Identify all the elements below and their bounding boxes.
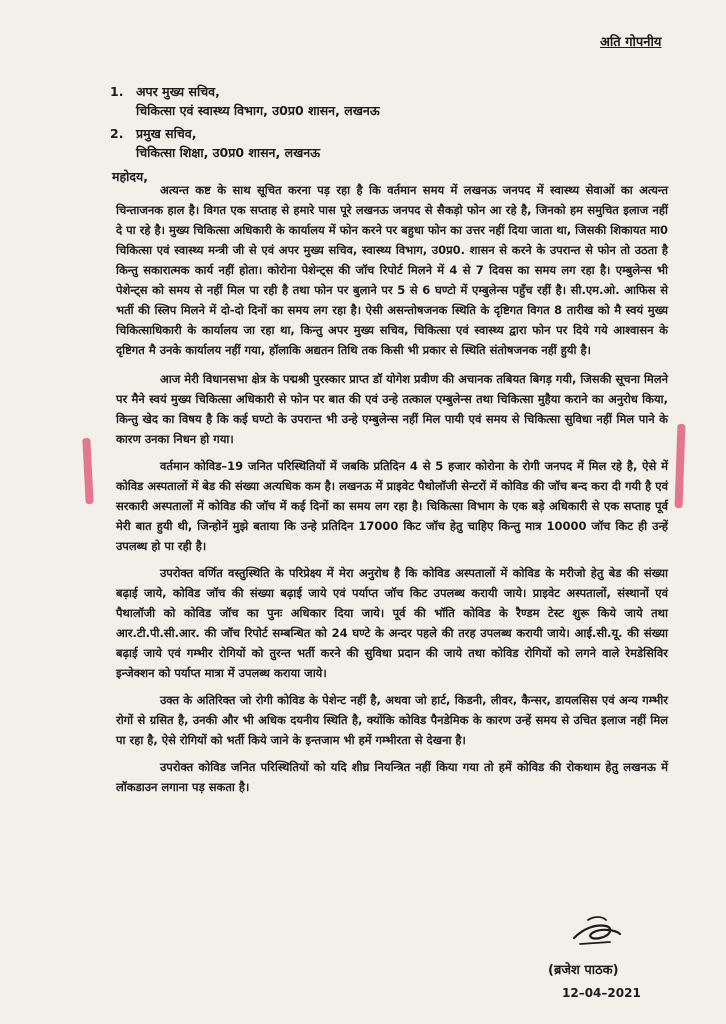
recipient-number: 2.	[110, 126, 124, 141]
recipient-office: चिकित्सा एवं स्वास्थ्य विभाग, उ0प्र0 शासन, लखनऊ	[136, 103, 380, 118]
recipient-title: प्रमुख सचिव,	[136, 126, 197, 141]
recipient-item	[110, 82, 630, 120]
signature-icon	[566, 908, 626, 954]
letter-body	[116, 180, 668, 804]
salutation: महोदय,	[112, 169, 148, 184]
paragraph-non-covid: उक्त के अतिरिक्त जो रोगी कोविड के पेशेन्ट नहीं है, अथवा जो हार्ट, किडनी, लीवर, कैन्सर, डायलसिस एवं अन्य गम्भीर रोगों से ग्रसित है, उनकी और भी अधिक दयनीय स्थिति है, क्योंकि कोविड पैनडेमिक के कारण उन्हें समय से उचित इलाज नहीं मिल पा रहा है, ऐसे रोगियों को भर्ती किये जाने के इन्तजाम भी हमें गम्भीरता से देखना है।	[116, 693, 668, 747]
paragraph-requests: उपरोक्त वर्णित वस्तुस्थिति के परिप्रेक्ष्य में मेरा अनुरोध है कि कोविड अस्पतालों में कोविड के मरीजो हेतु बेड की संख्या बढ़ाई जाये, कोविड जॉच की संख्या बढ़ाई जाये एवं पर्याप्त जॉच किट उपलब्ध करायी जाये। प्राइवेट अस्पतालों, संस्थानों एवं पैथालॉजी को कोविड जॉच का पुनः अधिकार दिया जाये। पूर्व की भॉति कोविड के रैण्डम टेस्ट शुरू किये जाये तथा आर.टी.पी.सी.आर. की जॉच रिपोर्ट सम्बन्धित को 24 घण्टे के अन्दर पहले की तरह उपलब्ध करायी जाये। आई.सी.यू. की संख्या बढ़ाई जाये एवं गम्भीर रोगियों को तुरन्त भर्ती करने की सुविधा प्रदान की जाये तथा कोविड रोगियों को लगने वाले रेमडेसिविर इन्जेक्शन को पर्याप्त मात्रा में उपलब्ध कराया जाये।	[116, 566, 668, 680]
classification-label: अति गोपनीय	[600, 35, 662, 50]
paragraph-situation: अत्यन्त कष्ट के साथ सूचित करना पड़ रहा है कि वर्तमान समय में लखनऊ जनपद में स्वास्थ्य सेवाओं का अत्यन्त चिन्ताजनक हाल है। विगत एक सप्ताह से हमारे पास पूरे लखनऊ जनपद से सैकड़ो फोन आ रहे है, जिनको हम समुचित इलाज नहीं दे पा रहे है। मुख्य चिकित्सा अधिकारी के कार्यालय में फोन करने पर बहुधा फोन का उत्तर नहीं दिया जाता था, जिसकी शिकायत मा0 चिकित्सा एवं स्वास्थ्य मन्त्री जी से एवं अपर मुख्य सचिव, स्वास्थ्य विभाग, उ0प्र0. शासन से करने के उपरान्त से फोन तो उठता है किन्तु सकारात्मक कार्य नहीं होता। कोरोना पेशेन्ट्स की जॉच रिपोर्ट मिलने में 4 से 7 दिवस का समय लग रहा है। एम्बुलेन्स भी पेशेन्ट्स को समय से नहीं मिल पा रही है तथा फोन पर बुलाने पर 5 से 6 घण्टो में एम्बुलेन्स पहुँच रहीं है। सी.एम.ओ. आफिस से भर्ती की स्लिप मिलने में दो-दो दिनों का समय लग रहा है। ऐसी असन्तोषजनक स्थिति के दृष्टिगत विगत 8 तारीख को मै स्वयं मुख्य चिकित्साधिकारी के कार्यालय जा रहा था, किन्तु अपर मुख्य सचिव, चिकित्सा एवं स्वास्थ्य द्वारा फोन पर दिये गये आश्वासन के दृष्टिगत मै उनके कार्यालय नहीं गया, हॉलाकि अद्यतन तिथि तक किसी भी प्रकार से स्थिति संतोषजनक नहीं हुयी है।	[116, 183, 668, 357]
signer-name: (ब्रजेश पाठक)	[548, 963, 619, 978]
paragraph-incident: आज मेरी विधानसभा क्षेत्र के पद्मश्री पुरस्कार प्राप्त डॉ योगेश प्रवीण की अचानक तबियत बिगड़ गयी, जिसकी सूचना मिलने पर मैने स्वयं मुख्य चिकित्सा अधिकारी से फोन पर बात की एवं उन्हे तत्काल एम्बुलेन्स तथा चिकित्सा मुहैया कराने का अनुरोध किया, किन्तु खेद का विषय है कि कई घण्टो के उपरान्त भी उन्हे एम्बुलेन्स नहीं मिल पायी एवं समय से चिकित्सा सुविधा नहीं मिल पाने के कारण उनका निधन हो गया।	[116, 372, 668, 446]
paragraph-lockdown: उपरोक्त कोविड जनित परिस्थितियों को यदि शीघ्र नियन्त्रित नहीं किया गया तो हमें कोविड की रोकथाम हेतु लखनऊ में लॉकडाउन लगाना पड़ सकता है।	[116, 760, 668, 794]
recipient-number: 1.	[110, 84, 124, 99]
highlight-mark-left	[82, 438, 93, 504]
recipient-office: चिकित्सा शिक्षा, उ0प्र0 शासन, लखनऊ	[136, 145, 321, 160]
recipient-list	[110, 82, 630, 166]
letter-date: 12–04–2021	[562, 986, 641, 1000]
recipient-item	[110, 124, 630, 162]
highlight-mark-right	[675, 424, 686, 508]
recipient-title: अपर मुख्य सचिव,	[136, 84, 220, 99]
paragraph-testing: वर्तमान कोविड–19 जनित परिस्थितियों में जबकि प्रतिदिन 4 से 5 हजार कोरोना के रोगी जनपद में मिल रहे है, ऐसे में कोविड अस्पतालों में बेड की संख्या अत्यधिक कम है। लखनऊ में प्राइवेट पैथोलॉजी सेन्टरों में कोविड की जॉच बन्द करा दी गयी है एवं सरकारी अस्पतालों में कोविड की जॉच में कई दिनों का समय लग रहा है। चिकित्सा विभाग के एक बड़े अधिकारी से एक सप्ताह पूर्व मेरी बात हुयी थी, जिन्होनें मुझे बताया कि उन्हे प्रतिदिन 17000 किट जॉच हेतु चाहिए किन्तु मात्र 10000 जॉच किट ही उन्हें उपलब्ध हो पा रही है।	[116, 459, 668, 553]
